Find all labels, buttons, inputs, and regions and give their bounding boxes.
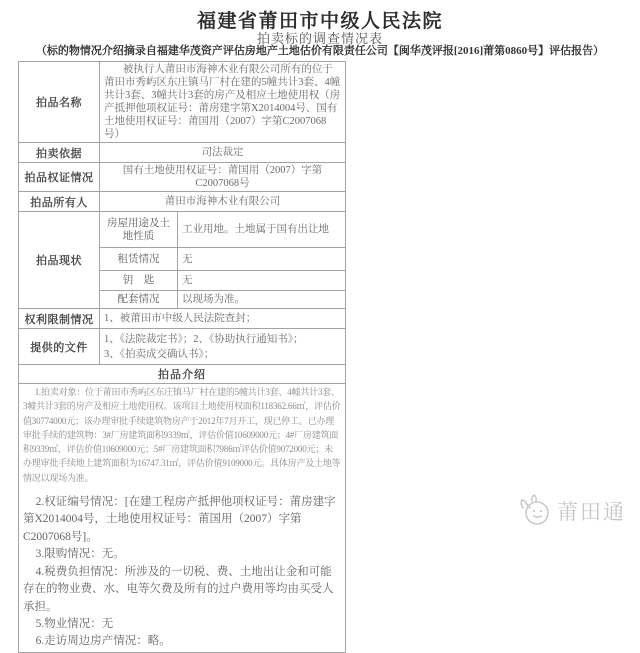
auction-info-table xyxy=(18,61,346,653)
row-status-usage xyxy=(19,212,346,248)
intro-paragraph-2: 2.权证编号情况：[在建工程房产抵押他项权证号：莆房建字第X2014004号，土地使用权证号：莆国用（2007）字第C2007068号]。 xyxy=(23,496,336,543)
item-name-label: 拍品名称 xyxy=(19,62,100,143)
lease-label: 租赁情况 xyxy=(100,248,178,271)
row-intro-body xyxy=(19,384,346,653)
facilities-value: 以现场为准。 xyxy=(178,291,346,309)
owner-label: 拍品所有人 xyxy=(19,192,100,212)
row-documents xyxy=(19,329,346,365)
watermark-text: 莆田通 xyxy=(557,500,626,524)
row-certificates xyxy=(19,163,346,192)
row-owner xyxy=(19,192,346,212)
court-title: 福建省莆田市中级人民法院 xyxy=(196,11,443,32)
row-rights-restriction xyxy=(19,309,346,329)
keys-value: 无 xyxy=(178,271,346,291)
keys-label: 钥 匙 xyxy=(100,271,178,291)
rights-restriction-label: 权利限制情况 xyxy=(19,309,100,329)
facilities-label: 配套情况 xyxy=(100,291,178,309)
intro-paragraph-6: 6.走访周边房产情况：略。 xyxy=(35,635,171,648)
documents-line-1: 1、《法院裁定书》；2、《协助执行通知书》； xyxy=(104,333,304,345)
intro-title: 拍品介绍 xyxy=(19,365,346,384)
row-item-name xyxy=(19,62,346,143)
certificates-label: 拍品权证情况 xyxy=(19,163,100,192)
intro-paragraph-4: 4.税费负担情况：所涉及的一切税、费、土地出让金和可能存在的物业费、水、电等欠费及所有的过户费用等均由买受人承担。 xyxy=(23,565,334,613)
item-name-value: 被执行人莆田市海神木业有限公司所有的位于莆田市秀屿区东庄镇马厂村在建的5幢共计3套、4幢共计3套、3幢共计3套的房产及相应土地使用权（房产抵押他项权证号：莆房建字第X2014004号、国有土地使用权证号：莆国用（2007）字第C2007068号） xyxy=(104,64,341,140)
source-note: （标的物情况介绍摘录自福建华茂资产评估房地产土地估价有限责任公司【闽华茂评报[2016]莆第0860号】评估报告） xyxy=(35,45,605,57)
current-status-label: 拍品现状 xyxy=(19,212,100,309)
form-title: 拍卖标的调查情况表 xyxy=(256,31,383,46)
documents-label: 提供的文件 xyxy=(19,329,100,365)
auction-basis-value: 司法裁定 xyxy=(100,143,346,163)
row-intro-header xyxy=(19,365,346,384)
intro-paragraph-5: 5.物业情况：无 xyxy=(35,617,114,630)
owner-value: 莆田市海神木业有限公司 xyxy=(100,192,346,212)
intro-paragraph-3: 3.限购情况：无。 xyxy=(35,548,125,561)
usage-value: 工业用地。土地属于国有出让地 xyxy=(178,212,346,248)
usage-label: 房屋用途及土地性质 xyxy=(100,212,178,248)
auction-basis-label: 拍卖依据 xyxy=(19,143,100,163)
rights-restriction-value: 1、被莆田市中级人民法院查封； xyxy=(100,309,346,329)
intro-paragraph-1: 1.拍卖对象：位于莆田市秀屿区东庄镇马厂村在建的5幢共计3套、4幢共计3套、3幢共计3套的房产及相应土地使用权。该项目土地使用权面积118362.66㎡，评估价值30774000元；该办理审批手续建筑物房产于2012年7月开工，现已停工。已办理审批手续的建筑物：3#厂房建筑面积9339㎡，评估价值10609000元；4#厂房建筑面积9339㎡，评估价值10609000元；5#厂房建筑面积7986㎡评估价值9072000元；未办理审批手续地上建筑面积为16747.31㎡，评估价值9109000元。具体房产及土地等情况以现场为准。 xyxy=(23,387,341,483)
row-auction-basis xyxy=(19,143,346,163)
watermark xyxy=(516,494,626,528)
lease-value: 无 xyxy=(178,248,346,271)
putiantong-logo-icon xyxy=(516,494,554,528)
documents-line-2: 3、《拍卖成交确认书》； xyxy=(104,348,215,360)
certificates-value: 国有土地使用权证号：莆国用（2007）字第C2007068号 xyxy=(100,163,346,192)
